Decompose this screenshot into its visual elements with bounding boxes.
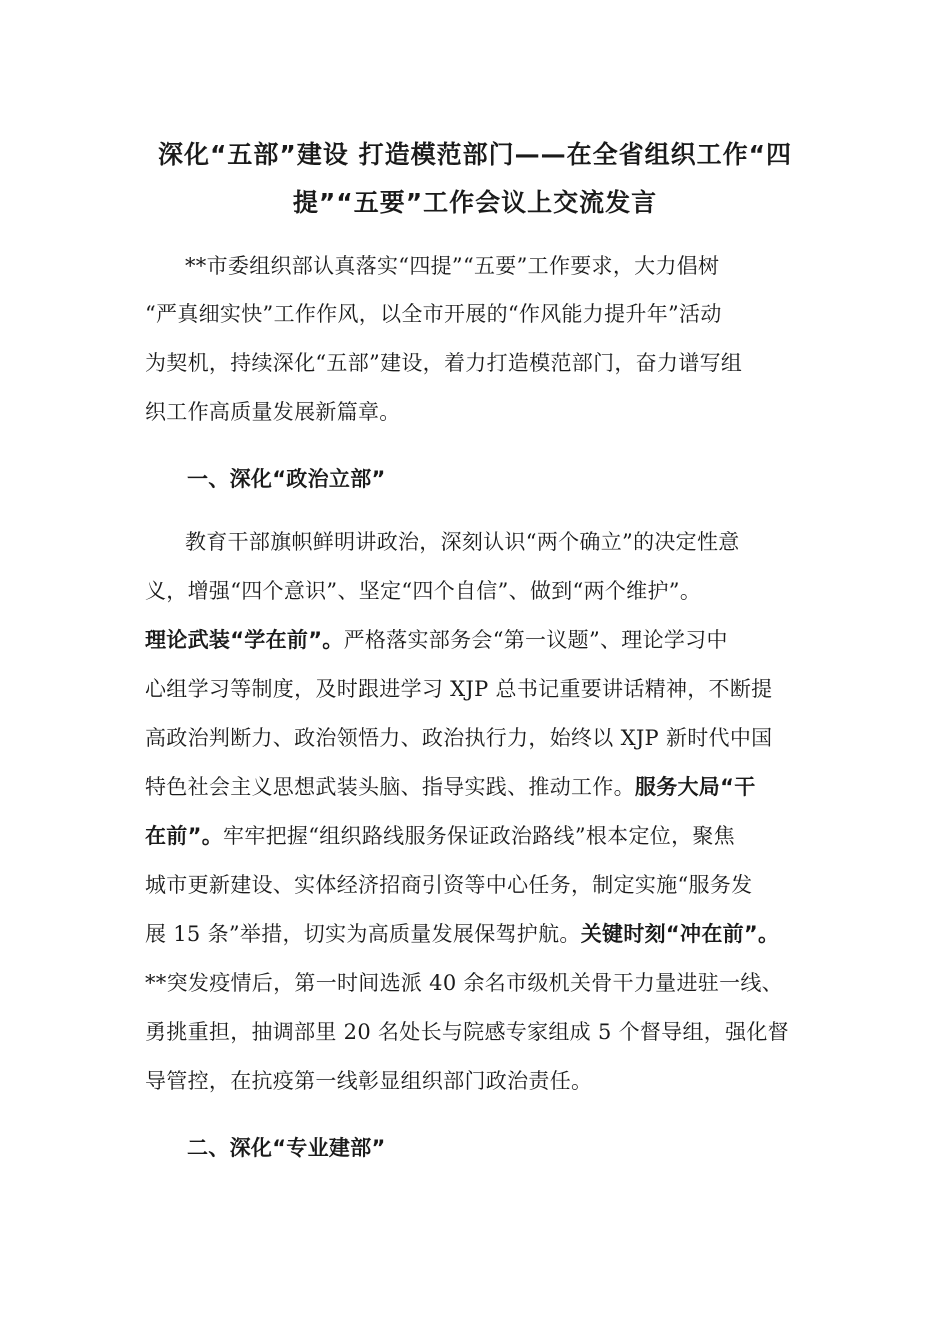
section-1-paragraph-line: 高政治判断力、政治领悟力、政治执行力，始终以 XJP 新时代中国 [145, 726, 773, 750]
bold-lead-phrase: 理论武装“学在前”。 [145, 628, 344, 652]
paragraph-text: 严格落实部务会“第一议题”、理论学习中 [343, 628, 728, 652]
section-1-paragraph-line: 心组学习等制度，及时跟进学习 XJP 总书记重要讲话精神，不断提 [145, 677, 773, 701]
intro-paragraph-line: 为契机，持续深化“五部”建设，着力打造模范部门，奋力谱写组 [145, 351, 743, 375]
document-title-line-2: 提”“五要”工作会议上交流发言 [292, 188, 658, 217]
intro-paragraph-line: **市委组织部认真落实“四提”“五要”工作要求，大力倡树 [185, 254, 720, 278]
section-1-paragraph-line [145, 824, 735, 848]
section-1-paragraph-line: 义，增强“四个意识”、坚定“四个自信”、做到“两个维护”。 [145, 579, 702, 603]
section-1-paragraph-line [145, 775, 756, 799]
section-1-heading: 一、深化“政治立部” [187, 467, 386, 491]
section-2-heading: 二、深化“专业建部” [187, 1136, 386, 1160]
bold-lead-phrase: 关键时刻“冲在前”。 [580, 922, 780, 946]
section-1-paragraph-line [145, 628, 728, 652]
paragraph-text: 牢牢把握“组织路线服务保证政治路线”根本定位，聚焦 [223, 824, 735, 848]
bold-lead-phrase: 在前”。 [145, 824, 224, 848]
intro-paragraph-line: 织工作高质量发展新篇章。 [145, 400, 401, 424]
paragraph-text: 展 15 条”举措，切实为高质量发展保驾护航。 [145, 922, 581, 946]
document-title-line-1: 深化“五部”建设 打造模范部门——在全省组织工作“四 [158, 140, 792, 169]
section-1-paragraph-line: 导管控，在抗疫第一线彰显组织部门政治责任。 [145, 1069, 593, 1093]
section-1-paragraph-line: **突发疫情后，第一时间选派 40 余名市级机关骨干力量进驻一线、 [145, 971, 783, 995]
section-1-paragraph-line: 城市更新建设、实体经济招商引资等中心任务，制定实施“服务发 [145, 873, 753, 897]
bold-lead-phrase: 服务大局“干 [634, 775, 756, 799]
section-1-paragraph-line [145, 922, 779, 946]
intro-paragraph-line: “严真细实快”工作作风，以全市开展的“作风能力提升年”活动 [145, 302, 722, 326]
paragraph-text: 特色社会主义思想武装头脑、指导实践、推动工作。 [145, 775, 635, 799]
section-1-paragraph-line: 勇挑重担，抽调部里 20 名处长与院感专家组成 5 个督导组，强化督 [145, 1020, 789, 1044]
section-1-paragraph-line: 教育干部旗帜鲜明讲政治，深刻认识“两个确立”的决定性意 [185, 530, 740, 554]
